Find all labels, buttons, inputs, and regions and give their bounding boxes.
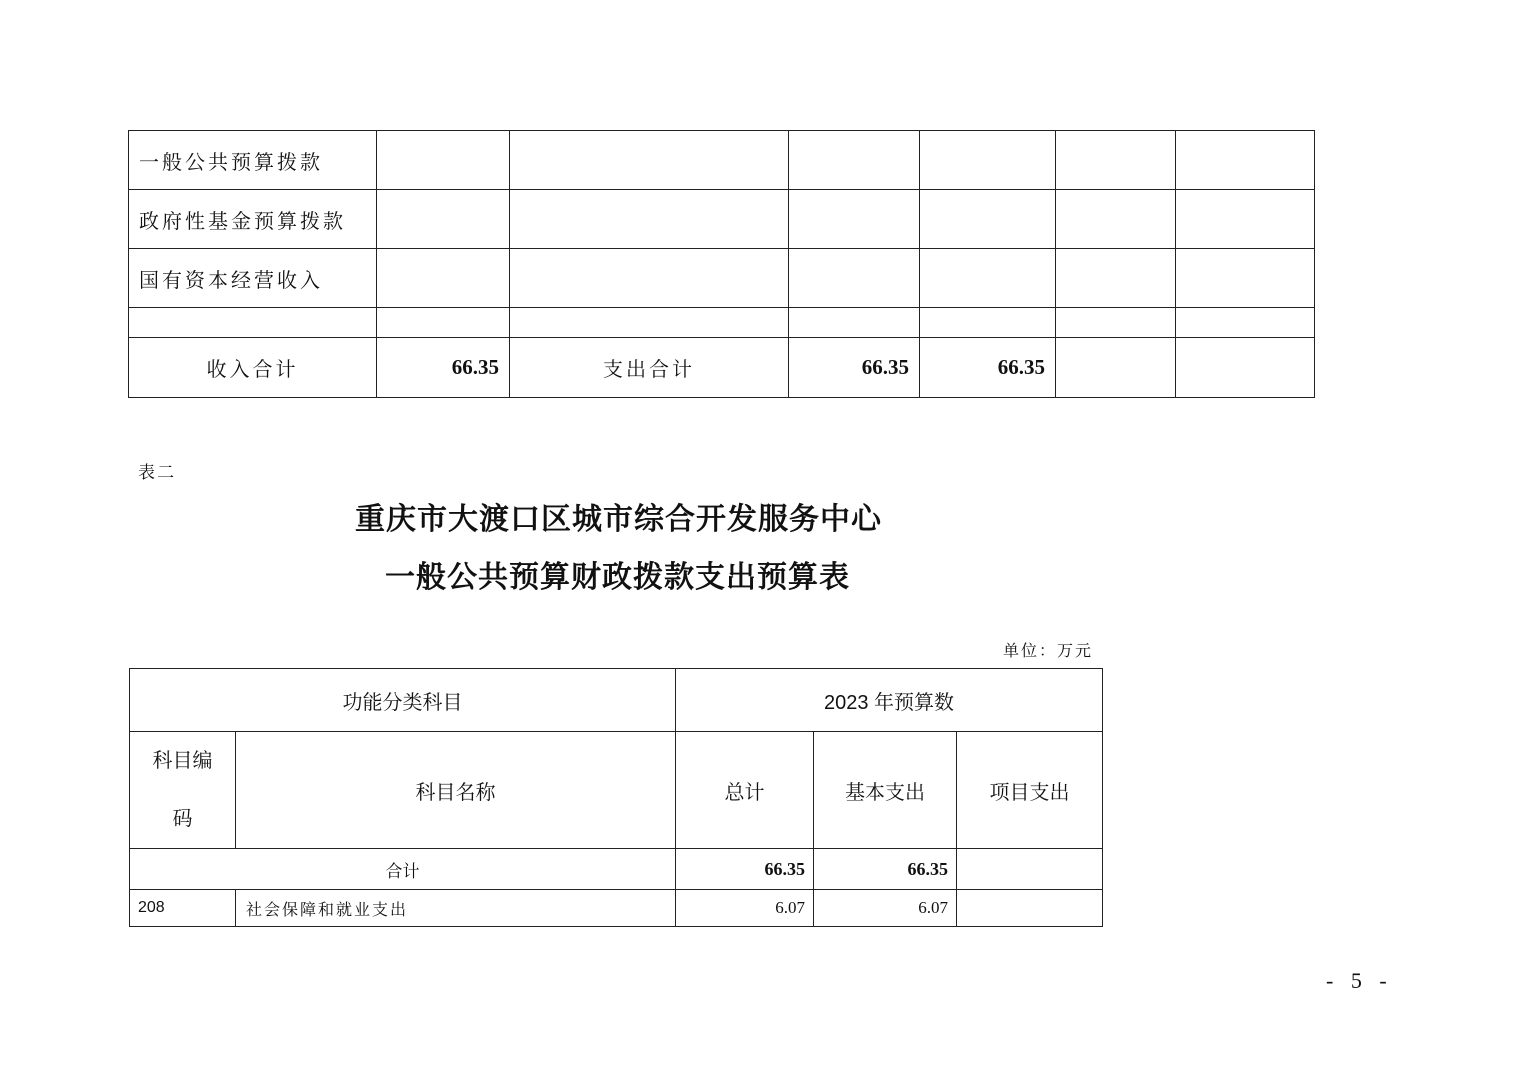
header-basic-expenditure: 基本支出 bbox=[814, 732, 957, 849]
row-label: 一般公共预算拨款 bbox=[129, 131, 377, 190]
header-project-expenditure: 项目支出 bbox=[957, 732, 1103, 849]
header-functional-classification: 功能分类科目 bbox=[130, 669, 676, 732]
header-subject-code-text: 科目编码 bbox=[152, 750, 213, 830]
header-budget-year: 2023 年预算数 bbox=[676, 669, 1103, 732]
row-project bbox=[957, 890, 1103, 927]
row-label: 政府性基金预算拨款 bbox=[129, 190, 377, 249]
unit-label: 单位：万元 bbox=[1003, 641, 1094, 660]
table-caption: 表二 bbox=[138, 463, 176, 483]
table-row bbox=[129, 308, 1315, 338]
sum-project bbox=[957, 849, 1103, 890]
sum-label: 合计 bbox=[130, 849, 676, 890]
table-row bbox=[130, 890, 1103, 927]
subject-code: 208 bbox=[130, 890, 236, 927]
sum-row bbox=[130, 849, 1103, 890]
income-total-label: 收入合计 bbox=[129, 338, 377, 398]
table-row bbox=[129, 249, 1315, 308]
expenditure-budget-table bbox=[129, 668, 1103, 927]
page-title: 重庆市大渡口区城市综合开发服务中心 bbox=[355, 502, 882, 537]
subject-name: 社会保障和就业支出 bbox=[236, 890, 676, 927]
row-label bbox=[129, 308, 377, 338]
income-total-value: 66.35 bbox=[377, 338, 510, 398]
row-label: 国有资本经营收入 bbox=[129, 249, 377, 308]
table-row bbox=[129, 131, 1315, 190]
table-header bbox=[130, 732, 1103, 849]
table-row bbox=[129, 190, 1315, 249]
sum-basic: 66.35 bbox=[814, 849, 957, 890]
expense-total-label: 支出合计 bbox=[510, 338, 789, 398]
page-number: - 5 - bbox=[1326, 968, 1393, 993]
table-header-group bbox=[130, 669, 1103, 732]
row-basic: 6.07 bbox=[814, 890, 957, 927]
header-subject-code bbox=[130, 732, 236, 849]
row-total: 6.07 bbox=[676, 890, 814, 927]
income-expense-summary-table bbox=[128, 130, 1315, 398]
sum-total: 66.35 bbox=[676, 849, 814, 890]
basic-total-value: 66.35 bbox=[920, 338, 1056, 398]
header-total: 总计 bbox=[676, 732, 814, 849]
expense-total-value: 66.35 bbox=[789, 338, 920, 398]
total-row bbox=[129, 338, 1315, 398]
header-subject-name: 科目名称 bbox=[236, 732, 676, 849]
page-subtitle: 一般公共预算财政拨款支出预算表 bbox=[385, 560, 850, 595]
